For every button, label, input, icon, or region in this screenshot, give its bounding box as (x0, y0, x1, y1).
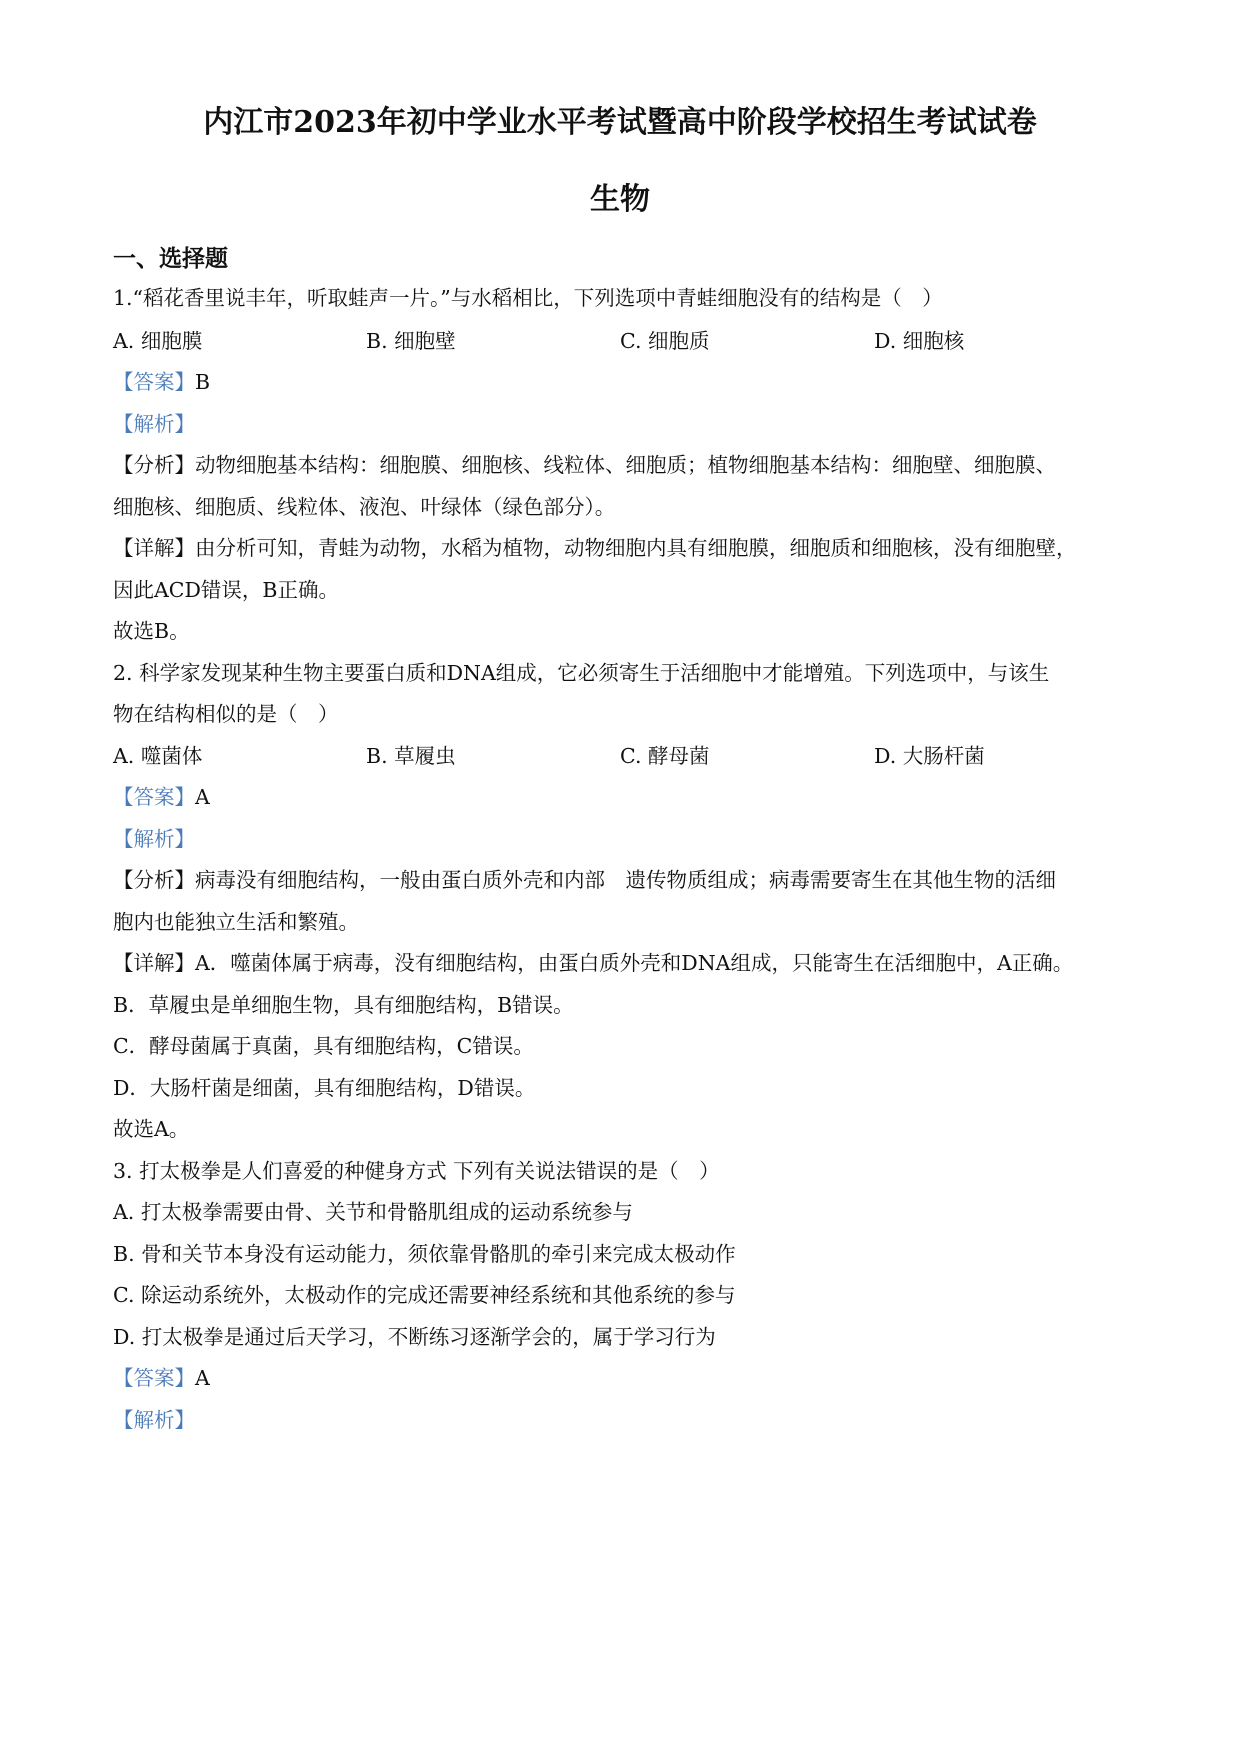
q2-option-b: B. 草履虫 (366, 744, 456, 768)
q2-detail-line-c: C．酵母菌属于真菌，具有细胞结构，C错误。 (113, 1034, 534, 1058)
q2-analysis-tag: 【解析】 (113, 827, 195, 851)
q1-detail-line-1 (113, 534, 1143, 562)
q2-fenxi-text-1: 病毒没有细胞结构，一般由蛋白质外壳和内部 遗传物质组成；病毒需要寄生在其他生物的活细 (195, 868, 1056, 892)
q1-fenxi-text-1: 动物细胞基本结构：细胞膜、细胞核、线粒体、细胞质；植物细胞基本结构：细胞壁、细胞膜、 (195, 453, 1056, 477)
q1-conclusion: 故选B。 (113, 619, 190, 643)
q1-detail-text-1: 由分析可知，青蛙为动物，水稻为植物，动物细胞内具有细胞膜，细胞质和细胞核，没有细胞壁， (195, 536, 1077, 560)
q3-analysis-tag: 【解析】 (113, 1408, 195, 1432)
q3-option-d: D. 打太极拳是通过后天学习，不断练习逐渐学会的，属于学习行为 (113, 1325, 716, 1349)
q1-option-d: D. 细胞核 (874, 329, 965, 353)
q2-fenxi-line-1 (113, 866, 1143, 894)
q3-answer (113, 1364, 1143, 1392)
q2-answer (113, 783, 1143, 811)
q2-option-c: C. 酵母菌 (620, 744, 710, 768)
q2-fenxi-line-2: 胞内也能独立生活和繁殖。 (113, 910, 359, 934)
q1-option-a: A. 细胞膜 (113, 329, 203, 353)
question-3-stem: 3. 打太极拳是人们喜爱的种健身方式 下列有关说法错误的是（ ） (113, 1159, 720, 1183)
question-2-stem-line-1: 2. 科学家发现某种生物主要蛋白质和DNA组成，它必须寄生于活细胞中才能增殖。下列选项中，与该生 (113, 661, 1050, 685)
fenxi-tag: 【分析】 (113, 868, 195, 892)
detail-tag: 【详解】 (113, 536, 195, 560)
answer-tag: 【答案】 (113, 1366, 195, 1390)
q2-detail-text-1: A．噬菌体属于病毒，没有细胞结构，由蛋白质外壳和DNA组成，只能寄生在活细胞中，A正确。 (195, 951, 1074, 975)
section-title: 一、选择题 (113, 245, 228, 272)
q1-option-b: B. 细胞壁 (366, 329, 456, 353)
q2-answer-value: A (195, 785, 210, 809)
exam-title: 内江市2023年初中学业水平考试暨高中阶段学校招生考试试卷 (203, 105, 1037, 140)
question-1-stem: 1.“稻花香里说丰年，听取蛙声一片。”与水稻相比，下列选项中青蛙细胞没有的结构是（ ） (113, 286, 943, 310)
fenxi-tag: 【分析】 (113, 453, 195, 477)
q1-fenxi-line-1 (113, 451, 1143, 479)
q3-option-c: C. 除运动系统外，太极动作的完成还需要神经系统和其他系统的参与 (113, 1283, 736, 1307)
q1-answer-value: B (195, 370, 211, 394)
q2-detail-line-d: D．大肠杆菌是细菌，具有细胞结构，D错误。 (113, 1076, 536, 1100)
answer-tag: 【答案】 (113, 785, 195, 809)
q2-detail-line-b: B．草履虫是单细胞生物，具有细胞结构，B错误。 (113, 993, 574, 1017)
subject-title: 生物 (590, 182, 650, 217)
q2-conclusion: 故选A。 (113, 1117, 190, 1141)
question-2-stem-line-2: 物在结构相似的是（ ） (113, 702, 339, 726)
q3-option-a: A. 打太极拳需要由骨、关节和骨骼肌组成的运动系统参与 (113, 1200, 633, 1224)
q1-option-c: C. 细胞质 (620, 329, 710, 353)
answer-tag: 【答案】 (113, 370, 195, 394)
q1-answer (113, 368, 1143, 396)
q3-option-b: B. 骨和关节本身没有运动能力，须依靠骨骼肌的牵引来完成太极动作 (113, 1242, 736, 1266)
q1-analysis-tag: 【解析】 (113, 412, 195, 436)
q1-fenxi-line-2: 细胞核、细胞质、线粒体、液泡、叶绿体（绿色部分）。 (113, 495, 616, 519)
q3-answer-value: A (195, 1366, 210, 1390)
q2-option-d: D. 大肠杆菌 (874, 744, 985, 768)
detail-tag: 【详解】 (113, 951, 195, 975)
q1-detail-line-2: 因此ACD错误，B正确。 (113, 578, 339, 602)
q2-option-a: A. 噬菌体 (113, 744, 203, 768)
q2-detail-line-1 (113, 949, 1143, 977)
